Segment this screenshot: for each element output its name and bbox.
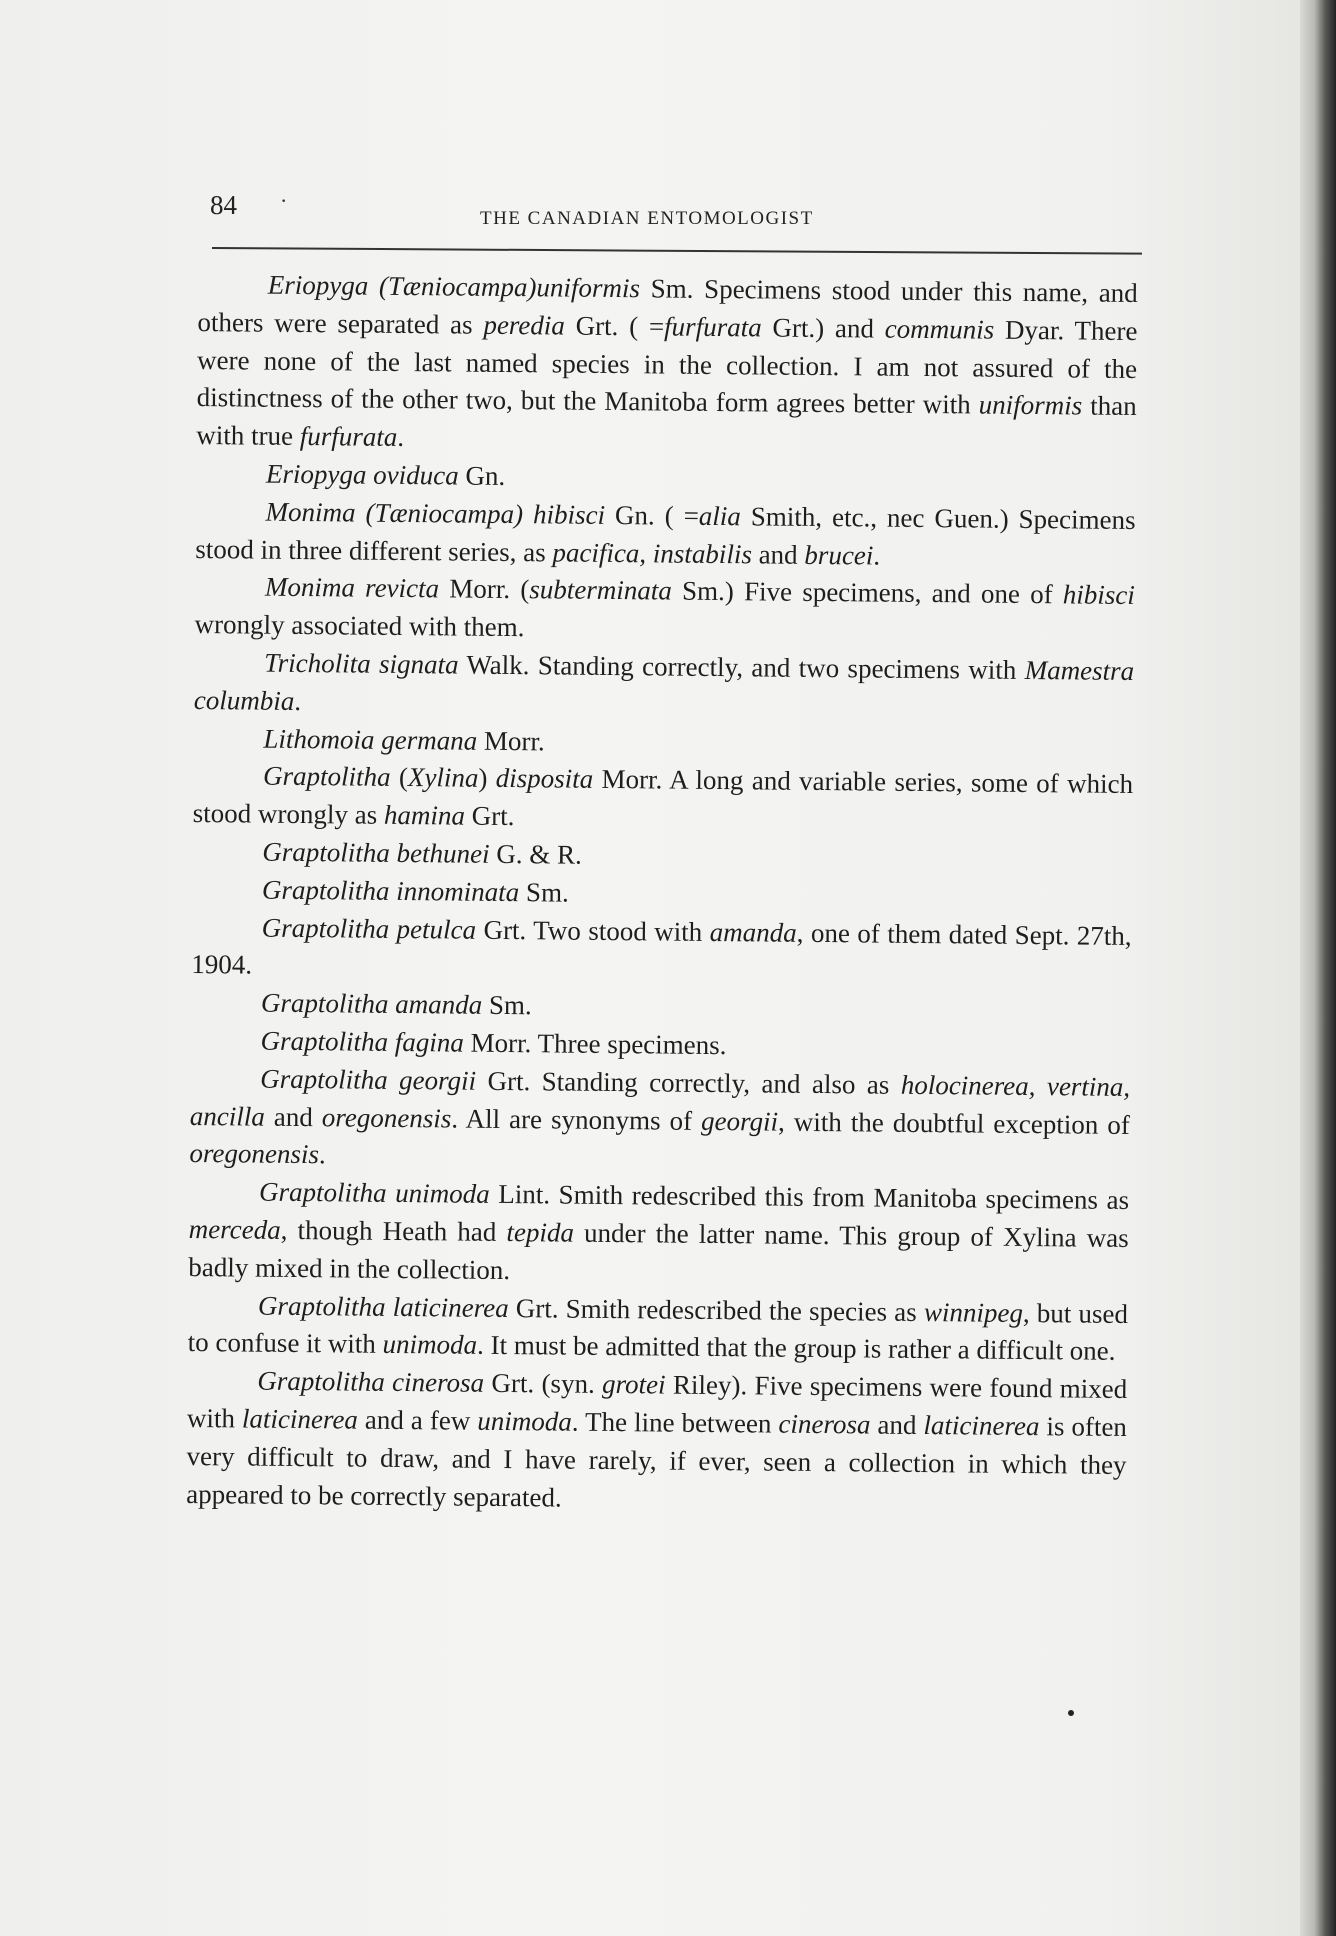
text-run: . [873,540,881,571]
paragraph [195,493,1136,578]
italic-taxon-name: Graptolitha georgii [260,1063,477,1096]
text-run: Dyar. There were none of the last named species in the collection. I am not assured of the distinctness of the other two, but the Manitoba form agrees better with [196,314,1138,420]
italic-taxon-name: Monima revicta [264,572,440,604]
italic-taxon-name: laticinerea [923,1409,1040,1442]
print-speck [1068,1710,1074,1716]
text-run: and [751,538,805,570]
text-run: . It must be admitted that the group is rather a difficult one. [476,1330,1116,1367]
paragraph [187,1286,1128,1371]
page-number: 84 [210,190,237,220]
italic-taxon-name: georgii [700,1105,779,1137]
paragraph [194,568,1135,653]
text-run: and [870,1409,924,1440]
text-run: , but used to confuse it with [187,1297,1129,1360]
paragraph [194,644,1135,729]
italic-taxon-name: grotei [601,1369,666,1400]
italic-taxon-name: Graptolitha fagina [260,1025,464,1058]
italic-taxon-name: laticinerea [241,1403,359,1435]
italic-taxon-name: Graptolitha innominata [261,874,520,907]
italic-taxon-name: Eriopyga oviduca [265,458,459,491]
article-body [186,266,1138,1522]
italic-taxon-name: communis [884,313,995,345]
text-run: Lint. Smith redescribed this from Manitoba specimens as [489,1178,1130,1216]
text-run: is often very difficult to draw, and I have rarely, if ever, seen a collection in which they appeared to be correctly separated. [186,1411,1128,1513]
paragraph [186,1362,1127,1522]
text-run: G. & R. [489,838,583,870]
text-run: . [318,1139,326,1170]
page-edge-shadow [1300,0,1336,1936]
italic-taxon-name: holocinerea, vertina, ancilla [189,1069,1131,1132]
italic-taxon-name: unimoda [477,1405,572,1437]
text-run: Smith, etc., nec Guen.) Specimens stood in three different series, as [195,501,1136,567]
italic-taxon-name: peredia [483,309,566,341]
text-run: , though Heath had [280,1214,507,1247]
italic-taxon-name: amanda [709,916,797,948]
italic-taxon-name: Graptolitha amanda [260,987,483,1020]
text-run: Grt. ( = [564,310,665,342]
paragraph [191,909,1132,994]
text-run: Sm. Specimens stood under this name, and others were separated as [197,273,1138,340]
paragraph [188,1173,1129,1295]
italic-taxon-name: tepida [506,1216,575,1248]
italic-taxon-name: furfurata [664,311,762,343]
italic-taxon-name: Xylina [407,762,479,794]
text-run: and [264,1101,322,1132]
text-run: wrongly associated with them. [194,609,525,643]
italic-taxon-name: brucei [804,539,874,571]
text-run: Gn. ( = [604,499,700,531]
text-run: Riley). Five specimens were found mixed with [186,1369,1128,1434]
italic-taxon-name: hibisci [1062,579,1136,611]
italic-taxon-name: hamina [383,799,466,831]
paragraph [189,1060,1130,1182]
italic-taxon-name: merceda [188,1213,281,1245]
page-header [210,188,1140,228]
italic-taxon-name: Graptolitha cinerosa [257,1365,485,1398]
italic-taxon-name: Graptolitha bethunei [262,836,490,869]
italic-taxon-name: Lithomoia germana [263,723,478,756]
header-rule [212,247,1142,255]
text-run: . The line between [571,1406,779,1439]
text-run: Morr. Three specimens. [463,1027,727,1061]
running-title: THE CANADIAN ENTOMOLOGIST [480,208,814,229]
italic-taxon-name: Eriopyga (Tæniocampa)uniformis [267,269,641,304]
text-run: Grt. Standing correctly, and also as [475,1065,901,1100]
italic-taxon-name: cinerosa [778,1408,871,1440]
text-run: Grt. [464,800,515,832]
italic-taxon-name: uniformis [978,389,1083,421]
italic-taxon-name: alia [698,500,742,532]
italic-taxon-name: furfurata [299,421,398,453]
text-run: . All are synonyms of [451,1103,702,1136]
text-run: Grt. (syn. [483,1367,603,1400]
paragraph [196,266,1138,464]
text-run: Morr. [477,725,545,756]
text-run: . [294,685,302,716]
text-run: Sm. [519,876,569,908]
italic-taxon-name: Graptolitha petulca [261,912,477,945]
text-run: Walk. Standing correctly, and two specimens with [458,649,1025,685]
text-run: Grt. Two stood with [475,914,710,947]
italic-taxon-name: Graptolitha [262,761,391,793]
text-run: Grt. Smith redescribed the species as [508,1292,925,1327]
italic-taxon-name: pacifica, instabilis [552,536,753,569]
text-run: , one of them dated Sept. 27th, 1904. [191,917,1132,980]
paragraph [193,757,1134,842]
italic-taxon-name: Tricholita signata [264,647,459,680]
text-run: . [397,422,405,453]
text-run: Morr. ( [438,573,530,605]
italic-taxon-name: unimoda [382,1329,478,1361]
italic-taxon-name: subterminata [529,574,672,606]
text-run: than with true [196,390,1137,452]
italic-taxon-name: oregonensis [321,1101,452,1134]
text-run: ) [478,763,496,794]
text-run: , with the doubtful exception of [777,1106,1130,1140]
italic-taxon-name: oregonensis [189,1138,320,1170]
italic-taxon-name: Graptolitha laticinerea [257,1290,509,1323]
text-run: Morr. A long and variable series, some of which stood wrongly as [192,764,1134,830]
text-run: Gn. [458,460,506,491]
italic-taxon-name: Graptolitha unimoda [258,1176,490,1209]
text-run: under the latter name. This group of Xylina was badly mixed in the collection. [188,1217,1129,1285]
header-dot: · [280,188,288,213]
text-run: Sm.) Five specimens, and one of [671,575,1064,610]
italic-taxon-name: winnipeg [923,1296,1024,1328]
text-run: and a few [357,1404,478,1436]
text-run: ( [390,762,409,793]
italic-taxon-name: Mamestra columbia [193,654,1135,716]
text-run: Grt.) and [761,312,885,344]
text-run: Sm. [482,989,532,1021]
italic-taxon-name: disposita [495,763,594,795]
italic-taxon-name: Monima (Tæniocampa) hibisci [265,496,606,530]
